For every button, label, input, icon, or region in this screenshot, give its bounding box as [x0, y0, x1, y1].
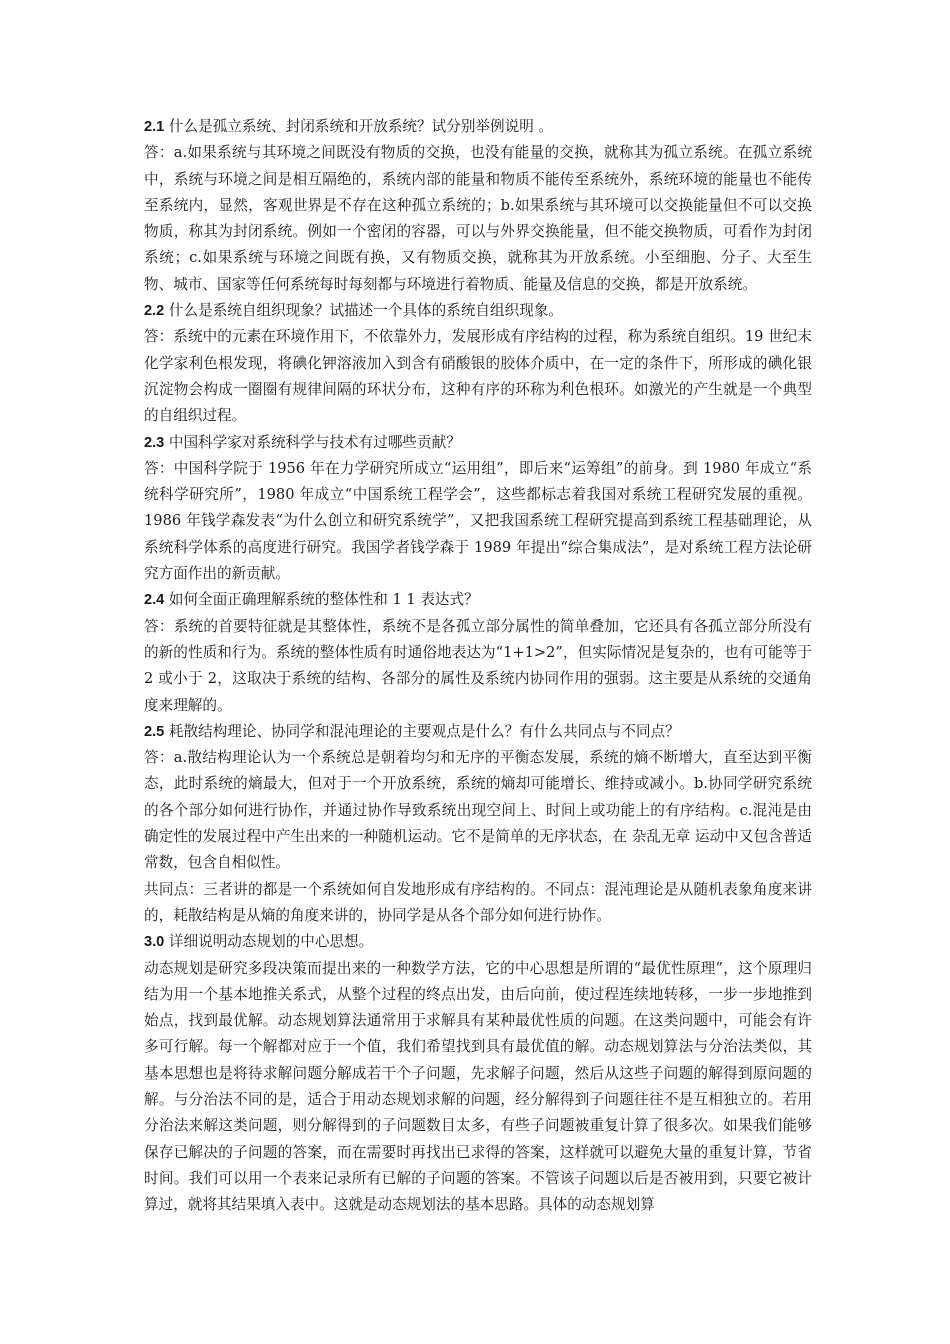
- question-number: 2.1: [144, 119, 165, 135]
- question-number: 2.5: [144, 723, 165, 740]
- question-number: 2.2: [144, 303, 165, 320]
- question-number: 2.3: [144, 434, 165, 451]
- answer-paragraph: 共同点：三者讲的都是一个系统如何自发地形成有序结构的。不同点：混沌理论是从随机表象角度来讲的，耗散结构是从熵的角度来讲的，协同学是从各个部分如何进行协作。: [144, 880, 812, 924]
- question-heading: [144, 430, 812, 456]
- question-number: 3.0: [144, 934, 165, 951]
- section-2-4: [144, 587, 812, 718]
- question-heading: [144, 719, 812, 745]
- question-text: 什么是系统自组织现象？试描述一个具体的系统自组织现象。: [164, 302, 563, 320]
- section-3-0: [144, 929, 812, 1218]
- question-text: 耗散结构理论、协同学和混沌理论的主要观点是什么？有什么共同点与不同点？: [164, 722, 680, 740]
- question-text: 如何全面正确理解系统的整体性和 1 1 表达式？: [164, 591, 479, 609]
- section-2-3: [144, 430, 812, 588]
- section-2-2: [144, 298, 812, 429]
- answer-paragraph: 答：系统的首要特征就是其整体性，系统不是各孤立部分属性的简单叠加，它还具有各孤立部分所没有的新的性质和行为。系统的整体性质有时通俗地表达为“1+1>2”，但实际情况是复杂的，也有可能等于 2 或小于 2，这取决于系统的结构、各部分的属性及系统内协同作用的强弱。这主要是从系统的交通角度来理解的。: [144, 617, 812, 714]
- question-text: 什么是孤立系统、封闭系统和开放系统？试分别举例说明 。: [164, 118, 554, 135]
- question-text: 详细说明动态规划的中心思想。: [164, 933, 374, 951]
- answer-paragraph: 动态规划是研究多段决策而提出来的一种数学方法，它的中心思想是所谓的“最优性原理”，这个原理归结为用一个基本地推关系式，从整个过程的终点出发，由后向前，使过程连续地转移，一步一步地推到始点，找到最优解。动态规划算法通常用于求解具有某种最优性质的问题。在这类问题中，可能会有许多可行解。每一个解都对应于一个值，我们希望找到具有最优值的解。动态规划算法与分治法类似，其基本思想也是将待求解问题分解成若干个子问题，先求解子问题，然后从这些子问题的解得到原问题的解。与分治法不同的是，适合于用动态规划求解的问题，经分解得到子问题往往不是互相独立的。若用分治法来解这类问题，则分解得到的子问题数目太多，有些子问题被重复计算了很多次。如果我们能够保存已解决的子问题的答案，而在需要时再找出已求得的答案，这样就可以避免大量的重复计算，节省时间。我们可以用一个表来记录所有已解的子问题的答案。不管该子问题以后是否被用到，只要它被计算过，就将其结果填入表中。这就是动态规划法的基本思路。具体的动态规划算: [144, 959, 812, 1214]
- answer-paragraph: 答：系统中的元素在环境作用下，不依靠外力，发展形成有序结构的过程，称为系统自组织。19 世纪末化学家利色根发现，将碘化钾溶液加入到含有硝酸银的胶体介质中，在一定的条件下，所形成的碘化银沉淀物会构成一圈圈有规律间隔的环状分布，这种有序的环称为利色根环。如激光的产生就是一个典型的自组织过程。: [144, 328, 812, 425]
- question-text: 中国科学家对系统科学与技术有过哪些贡献？: [164, 433, 461, 451]
- answer-paragraph: 答：a.如果系统与其环境之间既没有物质的交换，也没有能量的交换，就称其为孤立系统。在孤立系统中，系统与环境之间是相互隔绝的，系统内部的能量和物质不能传至系统外，系统环境的能量也不能传至系统内，显然，客观世界是不存在这种孤立系统的；b.如果系统与其环境可以交换能量但不可以交换物质，称其为封闭系统。例如一个密闭的容器，可以与外界交换能量，但不能交换物质，可看作为封闭系统；c.如果系统与环境之间既有换，又有物质交换，就称其为开放系统。小至细胞、分子、大至生物、城市、国家等任何系统每时每刻都与环境进行着物质、能量及信息的交换，都是开放系统。: [144, 144, 812, 293]
- document-body: [144, 114, 812, 1218]
- answer-paragraph: 答：中国科学院于 1956 年在力学研究所成立“运用组”，即后来“运筹组”的前身。到 1980 年成立“系统科学研究所”，1980 年成立“中国系统工程学会”，这些都标志着我国对系统工程研究发展的重视。1986 年钱学森发表“为什么创立和研究系统学”，又把我国系统工程研究提高到系统工程基础理论，从系统科学体系的高度进行研究。我国学者钱学森于 1989 年提出“综合集成法”，是对系统工程方法论研究方面作出的新贡献。: [144, 459, 812, 583]
- section-2-5: [144, 719, 812, 929]
- question-heading: [144, 587, 812, 613]
- question-heading: [144, 298, 812, 324]
- section-2-1: [144, 114, 812, 298]
- question-heading: [144, 929, 812, 955]
- question-heading: [144, 114, 812, 140]
- question-number: 2.4: [144, 592, 165, 609]
- answer-paragraph: 答：a.散结构理论认为一个系统总是朝着均匀和无序的平衡态发展，系统的熵不断增大，直至达到平衡态，此时系统的熵最大，但对于一个开放系统，系统的熵却可能增长、维持或减小。b.协同学研究系统的各个部分如何进行协作，并通过协作导致系统出现空间上、时间上或功能上的有序结构。c.混沌是由确定性的发展过程中产生出来的一种随机运动。它不是简单的无序状态，在 杂乱无章 运动中又包含普适常数，包含自相似性。: [144, 749, 812, 872]
